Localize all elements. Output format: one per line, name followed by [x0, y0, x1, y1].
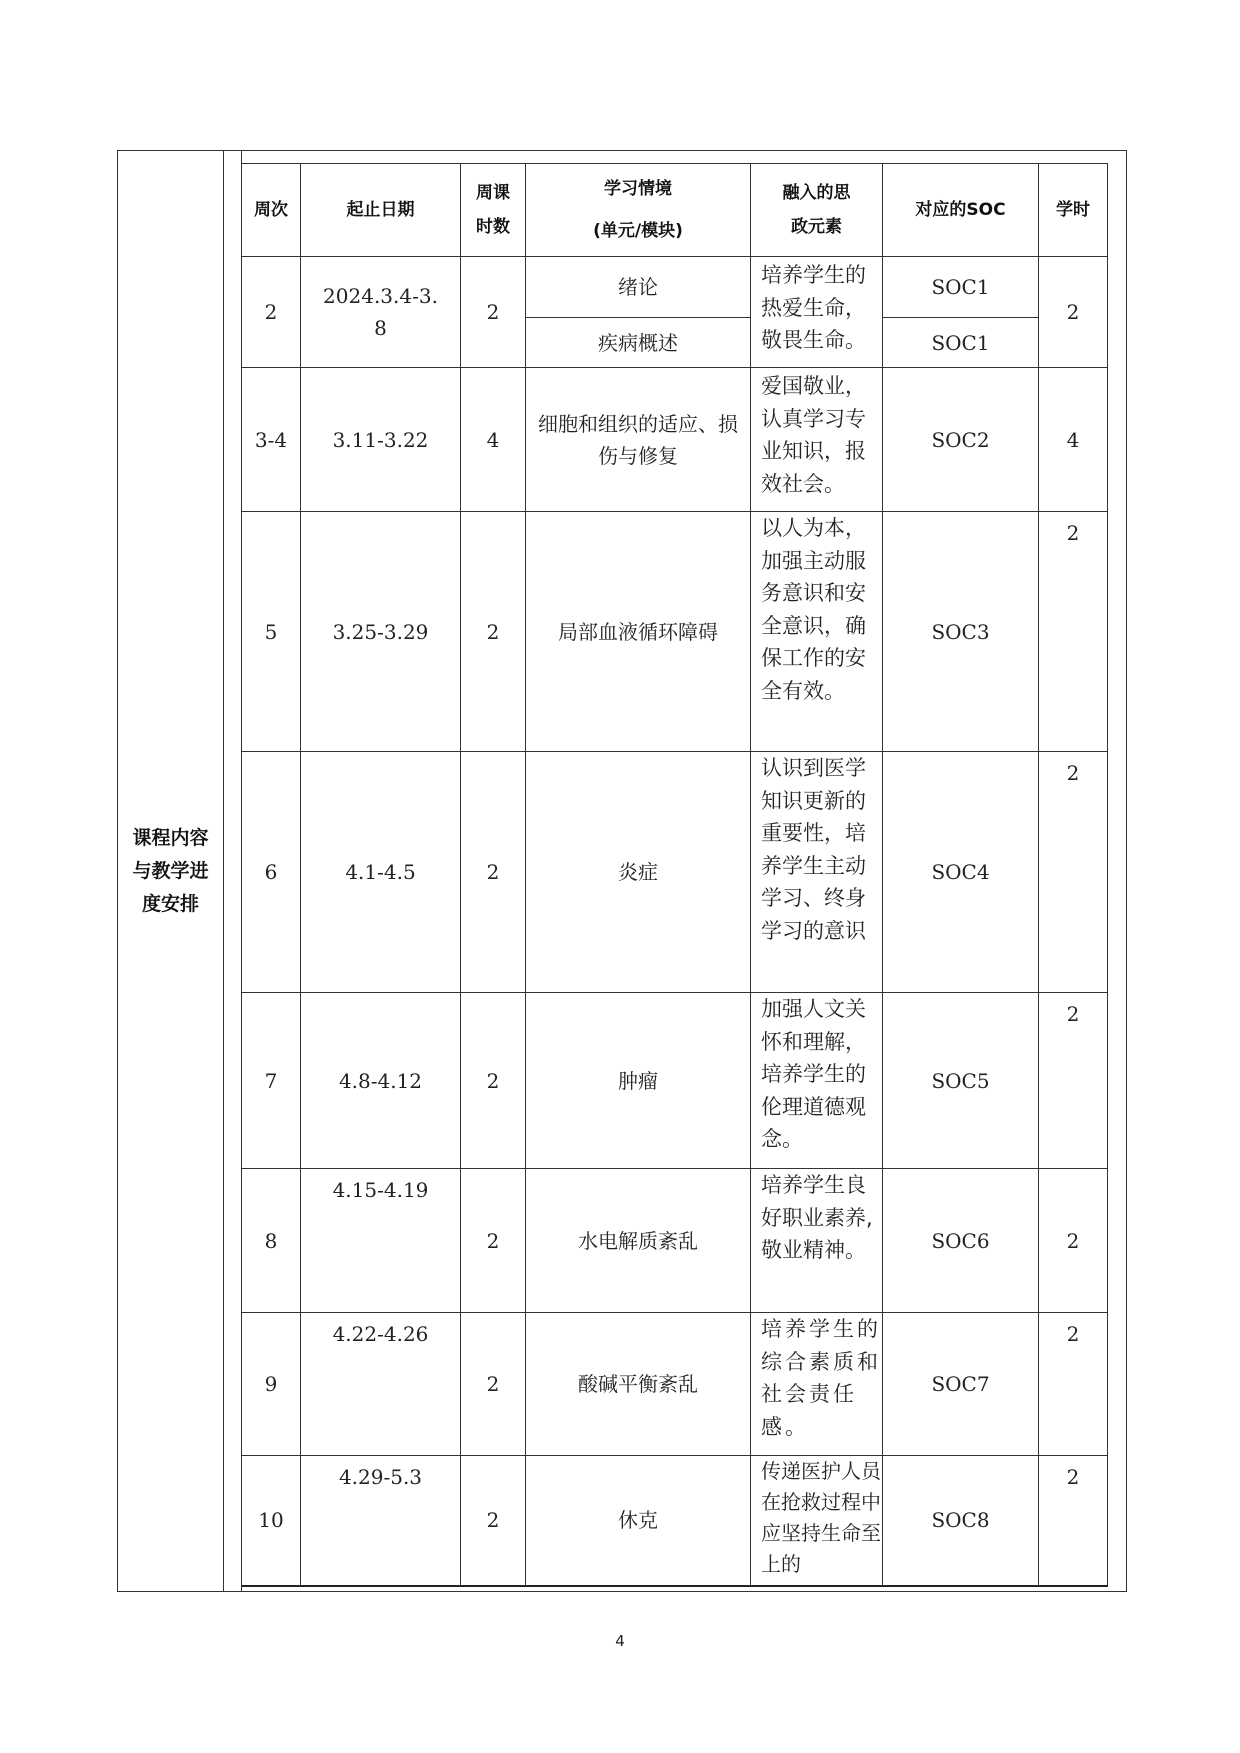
cell-dates: 4.8-4.12 [301, 993, 461, 1169]
header-soc: 对应的SOC [883, 164, 1039, 257]
cell-ideology: 加强人文关怀和理解，培养学生的伦理道德观念。 [751, 993, 883, 1169]
cell-hours: 2 [1039, 752, 1108, 993]
cell-hours: 2 [1039, 1456, 1108, 1586]
cell-weekly-hours: 2 [461, 257, 526, 368]
cell-hours: 4 [1039, 368, 1108, 512]
cell-week: 2 [242, 257, 301, 368]
table-row [242, 512, 1108, 752]
cell-dates: 4.29-5.3 [301, 1456, 461, 1586]
cell-ideology: 传递医护人员在抢救过程中应坚持生命至上的 [751, 1456, 883, 1586]
cell-soc: SOC1 [883, 318, 1039, 368]
cell-weekly-hours: 2 [461, 1169, 526, 1313]
header-situation [526, 164, 751, 257]
cell-ideology: 爱国敬业，认真学习专业知识，报效社会。 [751, 368, 883, 512]
cell-week: 10 [242, 1456, 301, 1586]
cell-topic: 绪论 [526, 257, 751, 318]
cell-week: 6 [242, 752, 301, 993]
header-row [242, 164, 1108, 257]
cell-hours: 2 [1039, 993, 1108, 1169]
cell-topic: 酸碱平衡紊乱 [526, 1313, 751, 1456]
cell-dates: 3.11-3.22 [301, 368, 461, 512]
cell-dates: 2024.3.4-3.8 [301, 257, 461, 368]
cell-soc: SOC1 [883, 257, 1039, 318]
cell-weekly-hours: 2 [461, 1456, 526, 1586]
spacer-column [224, 151, 242, 1591]
cell-soc: SOC7 [883, 1313, 1039, 1456]
cell-soc: SOC4 [883, 752, 1039, 993]
cell-dates: 4.1-4.5 [301, 752, 461, 993]
table-row [242, 1313, 1108, 1456]
cell-hours: 2 [1039, 512, 1108, 752]
header-week: 周次 [242, 164, 301, 257]
cell-soc: SOC2 [883, 368, 1039, 512]
header-hours: 学时 [1039, 164, 1108, 257]
cell-dates: 3.25-3.29 [301, 512, 461, 752]
cell-dates: 4.15-4.19 [301, 1169, 461, 1313]
cell-weekly-hours: 4 [461, 368, 526, 512]
cell-dates: 4.22-4.26 [301, 1313, 461, 1456]
schedule-table [241, 163, 1108, 1587]
cell-weekly-hours: 2 [461, 993, 526, 1169]
cell-week: 8 [242, 1169, 301, 1313]
table-row [242, 1169, 1108, 1313]
table-row [242, 1456, 1108, 1586]
cell-topic: 局部血液循环障碍 [526, 512, 751, 752]
cell-topic: 肿瘤 [526, 993, 751, 1169]
table-row [242, 368, 1108, 512]
cell-ideology: 认识到医学知识更新的重要性，培养学生主动学习、终身学习的意识 [751, 752, 883, 993]
cell-weekly-hours: 2 [461, 1313, 526, 1456]
cell-ideology: 培养学生良好职业素养,敬业精神。 [751, 1169, 883, 1313]
cell-soc: SOC5 [883, 993, 1039, 1169]
header-situation-line1: 学习情境 [604, 179, 672, 199]
cell-topic: 炎症 [526, 752, 751, 993]
cell-hours: 2 [1039, 257, 1108, 368]
cell-week: 5 [242, 512, 301, 752]
cell-ideology: 培养学生的综合素质和社会责任感。 [751, 1313, 883, 1456]
cell-topic: 水电解质紊乱 [526, 1169, 751, 1313]
cell-hours: 2 [1039, 1169, 1108, 1313]
cell-soc: SOC3 [883, 512, 1039, 752]
cell-week: 9 [242, 1313, 301, 1456]
cell-weekly-hours: 2 [461, 752, 526, 993]
table-row [242, 257, 1108, 318]
cell-ideology: 培养学生的热爱生命，敬畏生命。 [751, 257, 883, 368]
cell-soc: SOC8 [883, 1456, 1039, 1586]
cell-week: 3-4 [242, 368, 301, 512]
header-situation-line2: (单元/模块) [593, 221, 683, 241]
cell-ideology: 以人为本，加强主动服务意识和安全意识，确保工作的安全有效。 [751, 512, 883, 752]
header-dates: 起止日期 [301, 164, 461, 257]
cell-week: 7 [242, 993, 301, 1169]
cell-topic: 疾病概述 [526, 318, 751, 368]
page-number: 4 [615, 1632, 625, 1650]
cell-hours: 2 [1039, 1313, 1108, 1456]
cell-topic: 细胞和组织的适应、损伤与修复 [526, 368, 751, 512]
cell-weekly-hours: 2 [461, 512, 526, 752]
section-label-cell [118, 151, 224, 1591]
header-ideology: 融入的思政元素 [751, 164, 883, 257]
table-row [242, 993, 1108, 1169]
table-row [242, 752, 1108, 993]
header-weekly-hours: 周课时数 [461, 164, 526, 257]
cell-topic: 休克 [526, 1456, 751, 1586]
cell-soc: SOC6 [883, 1169, 1039, 1313]
section-label: 课程内容与教学进度安排 [132, 826, 209, 915]
